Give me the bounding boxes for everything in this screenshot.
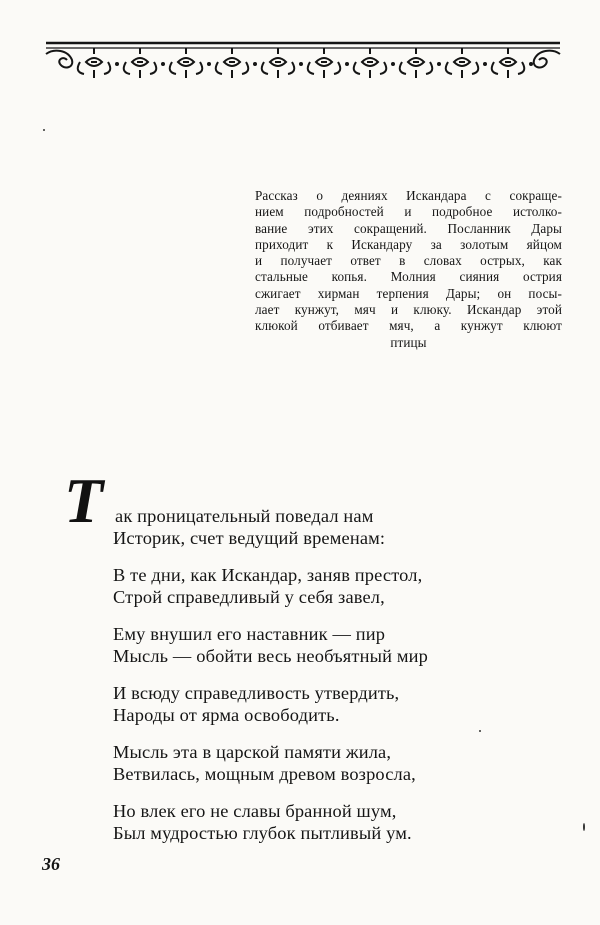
poem-line: Мысль эта в царской памяти жила, <box>113 742 392 762</box>
summary-line: сжигает хирман терпения Дары; он посы- <box>255 285 562 301</box>
poem-line: Ему внушил его наставник — пир <box>113 624 386 644</box>
summary-line: приходит к Искандару за золотым яйцом <box>255 236 562 252</box>
stanza <box>113 623 473 667</box>
chapter-summary <box>255 188 562 351</box>
ornamental-header-border <box>42 40 564 82</box>
summary-line: нием подробностей и подробное истолко- <box>255 204 562 220</box>
stanza <box>113 741 473 785</box>
stanza <box>113 505 473 549</box>
scan-speck <box>43 129 45 131</box>
summary-line: клюкой отбивает мяч, а кунжут клюют <box>255 318 562 334</box>
poem-line: Ветвилась, мощным древом возросла, <box>113 764 416 784</box>
scan-speck <box>583 823 585 831</box>
summary-line: лает кунжут, мяч и клюку. Искандар этой <box>255 302 562 318</box>
poem-line: Народы от ярма освободить. <box>113 705 340 725</box>
stanza <box>113 800 473 844</box>
scan-speck <box>479 730 481 732</box>
poem-body <box>113 505 473 859</box>
drop-cap-letter: Т <box>64 465 104 536</box>
poem-line: Мысль — обойти весь необъятный мир <box>113 646 428 666</box>
poem-line: Но влек его не славы бранной шум, <box>113 801 397 821</box>
summary-line: Рассказ о деяниях Искандара с сокраще- <box>255 188 562 203</box>
poem-line: Строй справедливый у себя завел, <box>113 587 385 607</box>
stanza <box>113 682 473 726</box>
summary-line: птицы <box>390 334 427 350</box>
summary-line: и получает ответ в словах острых, как <box>255 253 562 269</box>
poem-line: Был мудростью глубок пытливый ум. <box>113 823 412 843</box>
poem-line: В те дни, как Искандар, заняв престол, <box>113 565 423 585</box>
poem-line: И всюду справедливость утвердить, <box>113 683 400 703</box>
summary-line: вание этих сокращений. Посланник Дары <box>255 220 562 236</box>
poem-line: Историк, счет ведущий временам: <box>113 528 386 548</box>
summary-line: стальные копья. Молния сияния острия <box>255 269 562 285</box>
page-number: 36 <box>42 854 60 874</box>
stanza <box>113 564 473 608</box>
poem-line: ак проницательный поведал нам <box>115 506 374 526</box>
